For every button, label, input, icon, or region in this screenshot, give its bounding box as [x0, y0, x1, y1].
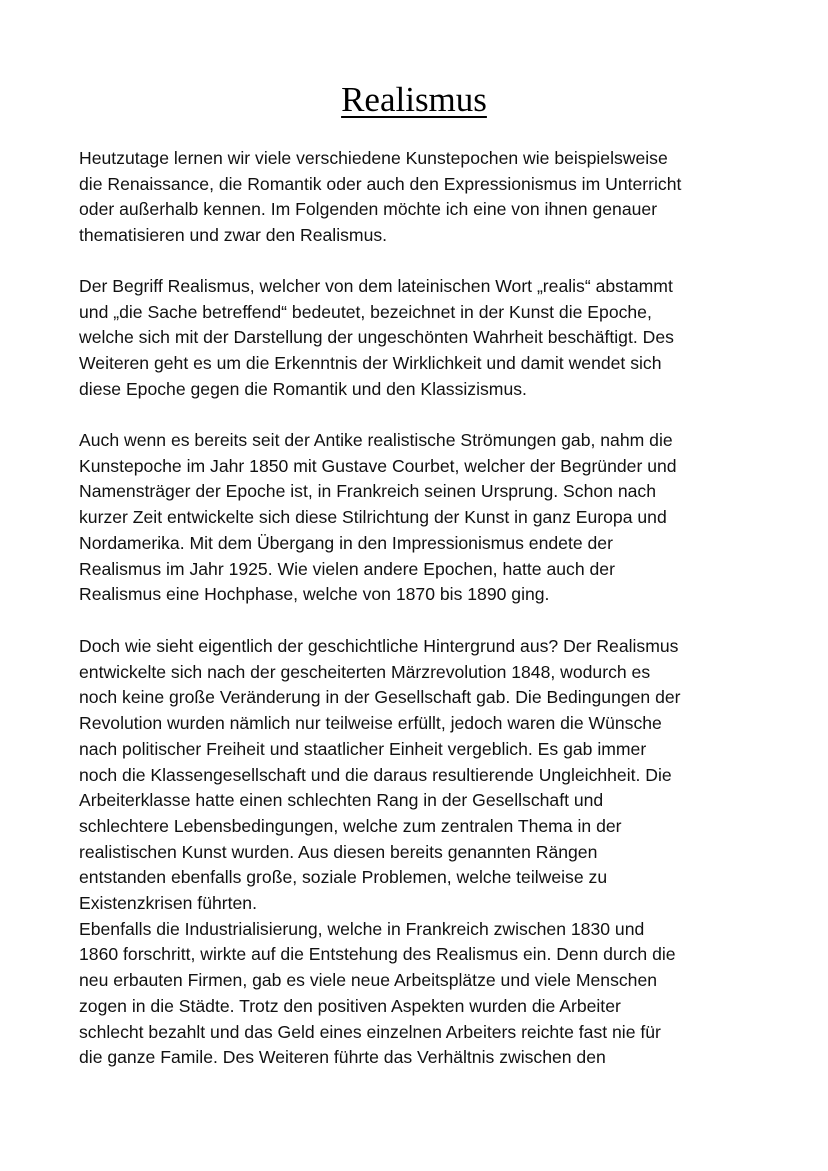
text-line: entwickelte sich nach der gescheiterten Märzrevolution 1848, wodurch es — [79, 661, 651, 682]
text-line: zogen in die Städte. Trotz den positiven Aspekten wurden die Arbeiter — [79, 995, 621, 1016]
text-line: Namensträger der Epoche ist, in Frankreich seinen Ursprung. Schon nach — [79, 481, 656, 502]
text-line: Nordamerika. Mit dem Übergang in den Impressionismus endete der — [79, 532, 613, 553]
text-line: Realismus im Jahr 1925. Wie vielen andere Epochen, hatte auch der — [79, 558, 615, 579]
text-line: realistischen Kunst wurden. Aus diesen bereits genannten Rängen — [79, 841, 598, 862]
text-line: nach politischer Freiheit und staatlicher Einheit vergeblich. Es gab immer — [79, 738, 647, 759]
text-line: und „die Sache betreffend“ bedeutet, bezeichnet in der Kunst die Epoche, — [79, 301, 652, 322]
text-line: schlecht bezahlt und das Geld eines einzelnen Arbeiters reichte fast nie für — [79, 1021, 661, 1042]
text-line: die Renaissance, die Romantik oder auch den Expressionismus im Unterricht — [79, 173, 682, 194]
text-line: noch die Klassengesellschaft und die daraus resultierende Ungleichheit. Die — [79, 764, 672, 785]
page-title: Realismus — [341, 80, 487, 119]
text-line: neu erbauten Firmen, gab es viele neue Arbeitsplätze und viele Menschen — [79, 970, 658, 991]
paragraph-history — [79, 428, 759, 608]
text-line: Revolution wurden nämlich nur teilweise erfüllt, jedoch waren die Wünsche — [79, 713, 662, 734]
text-line: die ganze Famile. Des Weiteren führte das Verhältnis zwischen den — [79, 1047, 606, 1068]
text-line: entstanden ebenfalls große, soziale Problemen, welche teilweise zu — [79, 867, 608, 888]
text-line: Weiteren geht es um die Erkenntnis der Wirklichkeit und damit wendet sich — [79, 353, 662, 374]
text-line: schlechtere Lebensbedingungen, welche zum zentralen Thema in der — [79, 815, 622, 836]
text-line: Realismus eine Hochphase, welche von 1870 bis 1890 ging. — [79, 584, 550, 605]
text-line: 1860 forschritt, wirkte auf die Entstehung des Realismus ein. Denn durch die — [79, 944, 676, 965]
text-line: Doch wie sieht eigentlich der geschichtliche Hintergrund aus? Der Realismus — [79, 636, 679, 656]
text-line: Existenzkrisen führten. — [79, 893, 257, 914]
text-line: welche sich mit der Darstellung der ungeschönten Wahrheit beschäftigt. Des — [79, 327, 674, 348]
paragraph-definition — [79, 274, 759, 403]
text-line: kurzer Zeit entwickelte sich diese Stilrichtung der Kunst in ganz Europa und — [79, 507, 667, 528]
text-line: Arbeiterklasse hatte einen schlechten Rang in der Gesellschaft und — [79, 790, 604, 811]
paragraph-introduction — [79, 146, 759, 249]
text-line: Heutzutage lernen wir viele verschiedene Kunstepochen wie beispielsweise — [79, 148, 668, 168]
text-line: Auch wenn es bereits seit der Antike realistische Strömungen gab, nahm die — [79, 430, 673, 450]
text-line: Kunstepoche im Jahr 1850 mit Gustave Courbet, welcher der Begründer und — [79, 455, 677, 476]
text-line: noch keine große Veränderung in der Gesellschaft gab. Die Bedingungen der — [79, 687, 681, 708]
text-line: Ebenfalls die Industrialisierung, welche in Frankreich zwischen 1830 und — [79, 918, 645, 939]
text-line: thematisieren und zwar den Realismus. — [79, 225, 388, 246]
text-line: diese Epoche gegen die Romantik und den Klassizismus. — [79, 378, 527, 399]
paragraph-background — [79, 634, 759, 1071]
text-line: oder außerhalb kennen. Im Folgenden möchte ich eine von ihnen genauer — [79, 199, 658, 220]
text-line: Der Begriff Realismus, welcher von dem lateinischen Wort „realis“ abstammt — [79, 276, 673, 296]
